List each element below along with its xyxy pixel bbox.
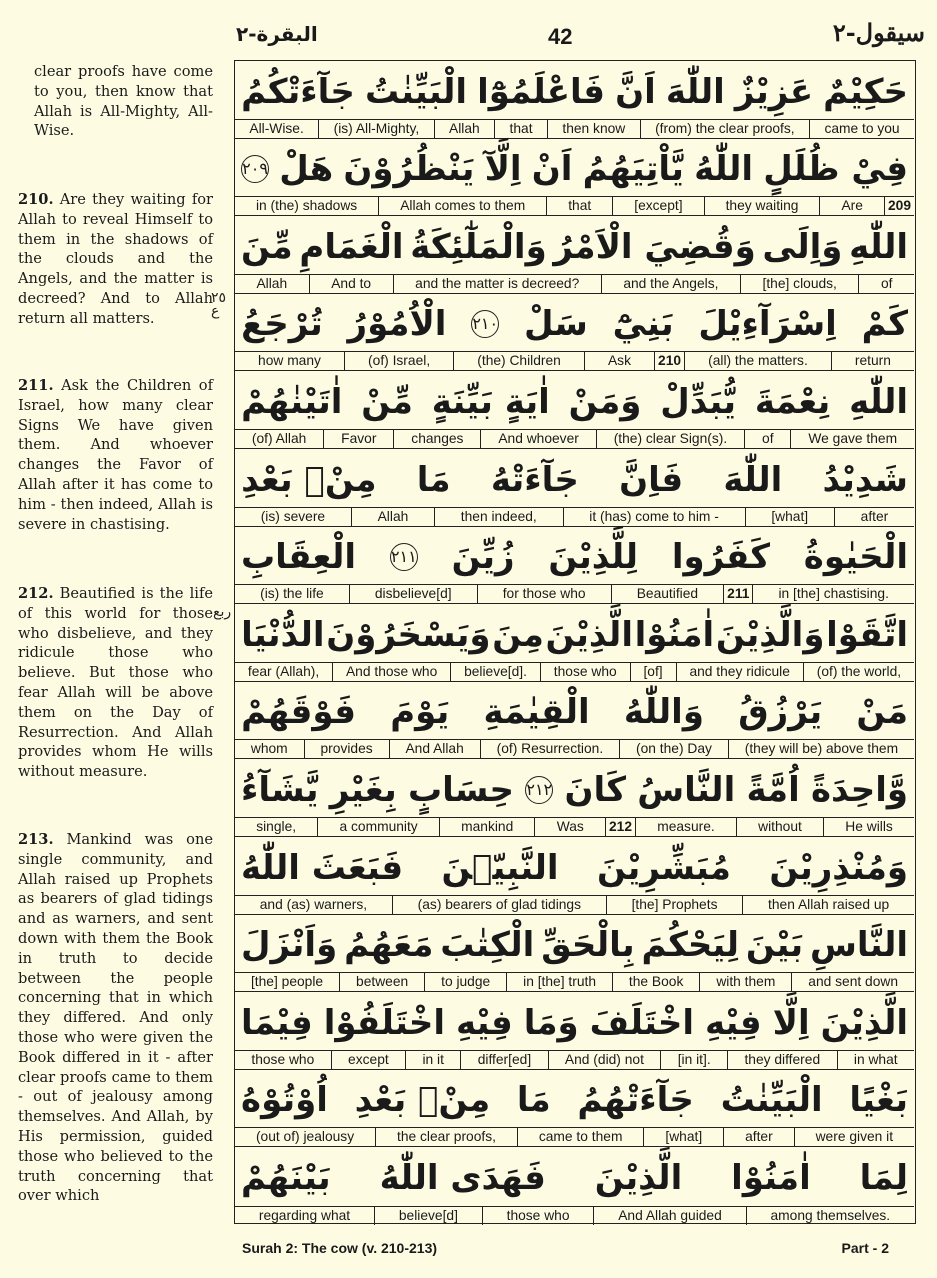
arabic-word: الْقِيٰمَةِ <box>483 692 590 733</box>
gloss-cell: came to them <box>517 1128 644 1146</box>
arabic-word: مِنَ <box>492 614 544 655</box>
arabic-line <box>241 840 908 895</box>
arabic-line <box>241 607 908 662</box>
verse-end-marker: ٢١٠ <box>471 310 499 338</box>
arabic-word: اُمَّةً <box>746 769 800 810</box>
rub-marker: ربع <box>213 604 232 620</box>
arabic-word: سَلْ <box>523 304 588 345</box>
gloss-cell: a community <box>317 818 439 836</box>
gloss-cell: after <box>834 508 914 526</box>
arabic-word: جَآءَتْهُ <box>490 459 579 500</box>
gloss-cell: (on the) Day <box>619 740 728 758</box>
arabic-word: فِيْ ظُلَلٍ <box>763 149 908 190</box>
gloss-line <box>235 1127 914 1146</box>
arabic-word: يُّبَدِّلْ <box>660 381 737 422</box>
translation-text: Are they waiting for Allah to reveal Himself to them in the shadows of the clouds and the Angels, and the matter is decreed? And to Allah return all matters. <box>18 191 213 327</box>
gloss-cell: And those who <box>332 663 450 681</box>
arabic-word: مَا <box>516 1080 551 1121</box>
arabic-word: زُيِّنَ <box>451 537 515 578</box>
arabic-word: لِمَا <box>859 1157 908 1198</box>
gloss-verse-number: 209 <box>884 197 914 215</box>
arabic-word: فَبَعَثَ اللّٰهُ <box>241 847 404 888</box>
gloss-cell: And (did) not <box>548 1051 661 1069</box>
gloss-line <box>235 507 914 526</box>
verse-row <box>235 837 914 915</box>
gloss-cell: of <box>744 430 790 448</box>
arabic-word: اٰيَةٍ بَيِّنَةٍ <box>431 381 550 422</box>
arabic-word: اللّٰهَ <box>723 459 783 500</box>
gloss-cell: the clear proofs, <box>375 1128 517 1146</box>
arabic-word: اَنْ <box>531 149 573 190</box>
arabic-word: مِّنَ <box>241 226 293 267</box>
gloss-cell: [the] people <box>250 974 324 990</box>
arabic-word: تُرْجَعُ <box>241 304 323 345</box>
gloss-line <box>235 119 914 138</box>
arabic-word: وَيَسْخَرُوْنَ <box>326 614 491 655</box>
arabic-word: وَالْمَلٰٓئِكَةُ <box>410 226 547 267</box>
verse-end-marker: ٢١٢ <box>525 776 553 804</box>
verse-row <box>235 294 914 372</box>
verse-row <box>235 759 914 837</box>
verse-row <box>235 449 914 527</box>
gloss-verse-number: 210 <box>654 352 684 370</box>
gloss-cell: (the) clear Sign(s). <box>596 430 744 448</box>
gloss-cell: except <box>331 1051 405 1069</box>
gloss-cell: (of) Resurrection. <box>480 740 619 758</box>
gloss-cell: And Allah <box>389 740 480 758</box>
arabic-word: حَكِيْمٌ <box>823 71 908 112</box>
arabic-word: مَعَهُمُ <box>344 925 434 966</box>
arabic-word: وَمُنْذِرِيْنَ <box>769 847 908 888</box>
gloss-cell: measure. <box>635 818 736 836</box>
arabic-word: اِسْرَآءِيْلَ <box>698 304 837 345</box>
gloss-cell: (is) the life <box>260 586 324 602</box>
arabic-word: الْاُمُوْرُ <box>347 304 447 345</box>
gloss-cell: and sent down <box>791 973 914 991</box>
arabic-word: بَغْيًا <box>849 1080 908 1121</box>
gloss-cell: mankind <box>439 818 535 836</box>
gloss-cell: in [the] chastising. <box>752 585 914 603</box>
verse-row <box>235 139 914 217</box>
gloss-cell: Was <box>534 818 605 836</box>
gloss-cell: (the) Children <box>453 352 584 370</box>
translation-text: Ask the Children of Israel, how many clear Signs We have given them. And whoever changes the Favor of Allah after it has come to him - then indeed, Allah is severe in chastising. <box>18 377 213 533</box>
gloss-line <box>235 895 914 914</box>
arabic-word: النَّبِيّٖنَ <box>441 847 559 888</box>
gloss-cell: [what] <box>643 1128 723 1146</box>
translation-paragraph-211 <box>18 376 213 534</box>
gloss-cell: [what] <box>745 508 834 526</box>
gloss-cell: whom <box>250 741 288 757</box>
arabic-word: وَقُضِيَ الْاَمْرُ <box>553 226 756 267</box>
gloss-cell: were given it <box>794 1128 914 1146</box>
gloss-cell: between <box>339 973 424 991</box>
gloss-cell: [of] <box>630 663 676 681</box>
gloss-cell: And whoever <box>480 430 595 448</box>
arabic-word: لِيَحْكُمَ <box>641 925 740 966</box>
arabic-word: يَّشَآءُ <box>241 769 319 810</box>
arabic-word: حِسَابٍ <box>407 769 515 810</box>
gloss-cell: it (has) come to him - <box>563 508 745 526</box>
arabic-word: كَانَ <box>564 769 627 810</box>
gloss-cell: without <box>736 818 823 836</box>
gloss-cell: (of) Allah <box>251 430 307 446</box>
arabic-word: الْغَمَامِ <box>299 226 404 267</box>
verse-row <box>235 1147 914 1225</box>
arabic-word: وَاَنْزَلَ <box>241 925 338 966</box>
gloss-cell: (of) Israel, <box>344 352 453 370</box>
verse-row <box>235 604 914 682</box>
arabic-word: فِيْهِ <box>704 1002 762 1043</box>
gloss-cell: And to <box>309 275 393 293</box>
arabic-line <box>241 918 908 973</box>
arabic-line <box>241 530 908 585</box>
gloss-cell: then Allah raised up <box>742 896 914 914</box>
gloss-line <box>235 739 914 758</box>
arabic-word: عَزِيْزٌ <box>734 71 814 112</box>
arabic-word: وَاللّٰهُ <box>623 692 704 733</box>
gloss-line <box>235 1206 914 1225</box>
gloss-cell: regarding what <box>258 1207 351 1223</box>
arabic-word: فَاِنَّ <box>619 459 684 500</box>
verse-row <box>235 216 914 294</box>
gloss-cell: (all) the matters. <box>684 352 831 370</box>
arabic-line <box>241 142 908 197</box>
arabic-word: اللّٰهِ <box>849 381 908 422</box>
arabic-word: هَلْ <box>279 149 334 190</box>
verse-end-marker: ٢٠٩ <box>241 155 269 183</box>
arabic-word: بِغَيْرِ <box>329 769 397 810</box>
verse-number: 211. <box>18 377 54 394</box>
gloss-line <box>235 274 914 293</box>
gloss-cell: Allah <box>434 120 495 138</box>
arabic-word: الَّذِيْنَ <box>820 1002 908 1043</box>
arabic-word: بِالْحَقِّ <box>541 925 635 966</box>
gloss-cell: came to you <box>809 120 914 138</box>
gloss-cell: Beautified <box>611 585 724 603</box>
arabic-word: الْكِتٰبَ <box>440 925 535 966</box>
gloss-verse-number: 212 <box>605 818 635 836</box>
verse-row <box>235 527 914 605</box>
gloss-cell: then indeed, <box>434 508 562 526</box>
gloss-cell: [the] clouds, <box>740 275 858 293</box>
arabic-word: اٰتَيْنٰهُمْ <box>241 381 343 422</box>
gloss-cell: and (as) warners, <box>259 896 368 912</box>
gloss-cell: in (the) shadows <box>255 198 358 214</box>
gloss-cell: in [the] truth <box>506 973 612 991</box>
arabic-word: مَنْ <box>856 692 908 733</box>
arabic-word: جَآءَتْهُمُ <box>577 1080 694 1121</box>
gloss-line <box>235 972 914 991</box>
gloss-cell: and they ridicule <box>676 663 803 681</box>
arabic-word: الْحَيٰوةُ <box>803 537 908 578</box>
gloss-cell: single, <box>256 818 297 834</box>
gloss-cell: in it <box>405 1051 460 1069</box>
gloss-cell: and the Angels, <box>601 275 740 293</box>
arabic-word: يَّاْتِيَهُمُ <box>582 149 684 190</box>
ruku-marker: ٢٥ ع <box>211 290 227 319</box>
gloss-cell: in what <box>837 1051 914 1069</box>
gloss-cell: and the matter is decreed? <box>393 275 601 293</box>
gloss-cell: Allah <box>256 275 288 291</box>
gloss-line <box>235 429 914 448</box>
gloss-cell: (out of) jealousy <box>255 1129 355 1145</box>
arabic-line <box>241 1073 908 1128</box>
arabic-word: كَفَرُوا <box>671 537 770 578</box>
gloss-cell: that <box>546 197 612 215</box>
verse-row <box>235 915 914 993</box>
arabic-line <box>241 452 908 507</box>
arabic-line <box>241 219 908 274</box>
arabic-word: بَيْنَهُمْ <box>241 1157 331 1198</box>
gloss-line <box>235 1050 914 1069</box>
arabic-line <box>241 995 908 1050</box>
translation-text: Beautified is the life of this world for those who disbelieve, and they ridicule those who believe. But those who fear Allah will be above them on the Day of Resurrection. And Allah provides whom He wills without measure. <box>18 585 213 781</box>
gloss-cell: of <box>858 275 914 293</box>
gloss-cell: We gave them <box>790 430 914 448</box>
gloss-cell: (is) severe <box>260 508 326 524</box>
gloss-cell: Are <box>819 197 884 215</box>
arabic-line <box>241 1150 908 1205</box>
translation-text: Mankind was one single community, and Allah raised up Prophets as bearers of glad tidings and as warners, and sent down with them the Book in truth to decide between the people concerning that in which they differed. And only those who were given the Book differed in it - after clear proofs came to them - out of jealousy among themselves. And Allah, by His permission, guided those who believed to the truth concerning that over which <box>18 831 214 1205</box>
verse-number: 213. <box>18 831 54 848</box>
arabic-word: الَّذِيْنَ <box>594 1157 683 1198</box>
arabic-word: وَالَّذِيْنَ <box>715 614 825 655</box>
gloss-cell: (they will be) above them <box>728 740 914 758</box>
gloss-cell: Ask <box>584 352 654 370</box>
gloss-cell: those who <box>540 663 630 681</box>
gloss-cell: Allah <box>351 508 434 526</box>
arabic-word: وَاِلَى <box>762 226 843 267</box>
gloss-cell: after <box>723 1128 794 1146</box>
translation-text: clear proofs have come to you, then know that Allah is All-Mighty, All-Wise. <box>34 63 213 140</box>
arabic-word: بَيْنَ <box>745 925 804 966</box>
gloss-cell: And Allah guided <box>593 1207 745 1225</box>
arabic-line <box>241 64 908 119</box>
gloss-cell: provides <box>304 740 389 758</box>
arabic-word: مِنْۢ بَعْدِ <box>241 459 377 500</box>
translation-paragraph-212 <box>18 584 213 782</box>
arabic-word: فَهَدَى اللّٰهُ <box>379 1157 546 1198</box>
arabic-word: نِعْمَةَ <box>754 381 831 422</box>
arabic-word: اخْتَلَفُوْا <box>323 1002 446 1043</box>
arabic-word: فِيْهِ <box>455 1002 513 1043</box>
gloss-cell: believe[d]. <box>450 663 540 681</box>
arabic-word: وَمَنْ <box>568 381 642 422</box>
gloss-cell: Allah comes to them <box>378 197 546 215</box>
gloss-line <box>235 662 914 681</box>
arabic-word: الْبَيِّنٰتُ <box>364 71 468 112</box>
gloss-cell: (as) bearers of glad tidings <box>392 896 606 914</box>
gloss-cell: fear (Allah), <box>247 663 320 679</box>
arabic-word: اللّٰهُ <box>694 149 754 190</box>
gloss-cell: those who <box>251 1051 315 1067</box>
footer-part: Part - 2 <box>841 1240 889 1256</box>
arabic-word: اللّٰهِ <box>849 226 908 267</box>
gloss-cell: (from) the clear proofs, <box>640 120 809 138</box>
gloss-cell: [except] <box>612 197 703 215</box>
arabic-word: مَا <box>416 459 451 500</box>
gloss-cell: to judge <box>424 973 506 991</box>
verse-row <box>235 61 914 139</box>
verse-row <box>235 371 914 449</box>
arabic-word: فَاعْلَمُوْٓا <box>477 71 606 112</box>
gloss-cell: He wills <box>823 818 914 836</box>
gloss-cell: All-Wise. <box>249 120 304 136</box>
gloss-cell: Favor <box>323 430 393 448</box>
gloss-cell: that <box>494 120 547 138</box>
page-number: 42 <box>548 24 573 49</box>
gloss-cell: with them <box>699 973 791 991</box>
arabic-word: النَّاسُ <box>637 769 736 810</box>
gloss-cell: return <box>831 352 914 370</box>
arabic-word: وَمَا <box>523 1002 579 1043</box>
gloss-cell: disbelieve[d] <box>349 585 477 603</box>
arabic-word: اِلَّآ <box>484 149 522 190</box>
arabic-word: اٰمَنُوْا <box>634 614 715 655</box>
arabic-word: بَنِيْٓ <box>612 304 674 345</box>
gloss-line <box>235 351 914 370</box>
arabic-word: شَدِيْدُ <box>822 459 908 500</box>
gloss-verse-number: 211 <box>723 585 752 603</box>
word-by-word-grid <box>234 60 916 1224</box>
gloss-cell: (is) All-Mighty, <box>318 120 433 138</box>
arabic-word: مُبَشِّرِيْنَ <box>596 847 731 888</box>
gloss-cell: then know <box>547 120 640 138</box>
gloss-cell: [in it]. <box>660 1051 727 1069</box>
gloss-cell: differ[ed] <box>460 1051 547 1069</box>
arabic-word: لِلَّذِيْنَ <box>548 537 639 578</box>
arabic-word: اٰمَنُوْا <box>731 1157 811 1198</box>
gloss-line <box>235 196 914 215</box>
arabic-word: اخْتَلَفَ <box>589 1002 694 1043</box>
gloss-cell: those who <box>482 1207 594 1225</box>
arabic-line <box>241 374 908 429</box>
arabic-word: اَنَّ <box>615 71 656 112</box>
arabic-word: اِلَّا <box>772 1002 810 1043</box>
translation-paragraph-213 <box>18 830 213 1206</box>
arabic-word: مِّنْ <box>361 381 413 422</box>
translation-paragraph <box>18 62 213 141</box>
arabic-line <box>241 685 908 740</box>
arabic-word: الْعِقَابِ <box>241 537 357 578</box>
verse-number: 212. <box>18 585 54 602</box>
verse-row <box>235 992 914 1070</box>
verse-row <box>235 682 914 760</box>
gloss-line <box>235 817 914 836</box>
gloss-cell: they waiting <box>704 197 820 215</box>
arabic-word: الْبَيِّنٰتُ <box>720 1080 823 1121</box>
verse-end-marker: ٢١١ <box>390 543 418 571</box>
gloss-cell: (of) the world, <box>803 663 914 681</box>
gloss-cell: they differed <box>727 1051 836 1069</box>
arabic-word: يَوْمَ <box>390 692 450 733</box>
arabic-word: جَآءَتْكُمُ <box>241 71 355 112</box>
header-surah-name: البقرة-٢ <box>236 22 318 46</box>
arabic-word: اتَّقَوْا <box>826 614 908 655</box>
arabic-line <box>241 762 908 817</box>
verse-number: 210. <box>18 191 54 208</box>
gloss-cell: how many <box>258 353 321 369</box>
gloss-line <box>235 584 914 603</box>
gloss-cell: among themselves. <box>746 1207 914 1225</box>
gloss-cell: [the] Prophets <box>606 896 742 914</box>
arabic-line <box>241 297 908 352</box>
gloss-cell: for those who <box>477 585 611 603</box>
arabic-word: فِيْمَا <box>241 1002 313 1043</box>
header-juz-name: سيقول-٢ <box>832 18 925 47</box>
verse-row <box>235 1070 914 1148</box>
arabic-word: الدُّنْيَا <box>241 614 325 655</box>
arabic-word: يَنْظُرُوْنَ <box>343 149 475 190</box>
gloss-cell: believe[d] <box>374 1207 482 1225</box>
arabic-word: الَّذِيْنَ <box>545 614 633 655</box>
arabic-word: يَرْزُقُ <box>738 692 823 733</box>
arabic-word: اُوْتُوْهُ <box>241 1080 328 1121</box>
arabic-word: مِنْۢ بَعْدِ <box>354 1080 491 1121</box>
arabic-word: فَوْقَهُمْ <box>241 692 357 733</box>
translation-paragraph-210 <box>18 190 213 329</box>
footer-surah-info: Surah 2: The cow (v. 210-213) <box>242 1240 438 1256</box>
arabic-word: كَمْ <box>861 304 908 345</box>
arabic-word: النَّاسِ <box>810 925 908 966</box>
gloss-cell: the Book <box>612 973 699 991</box>
arabic-word: اللّٰهَ <box>665 71 725 112</box>
gloss-cell: changes <box>393 430 480 448</box>
arabic-word: وَّاحِدَةً <box>810 769 908 810</box>
